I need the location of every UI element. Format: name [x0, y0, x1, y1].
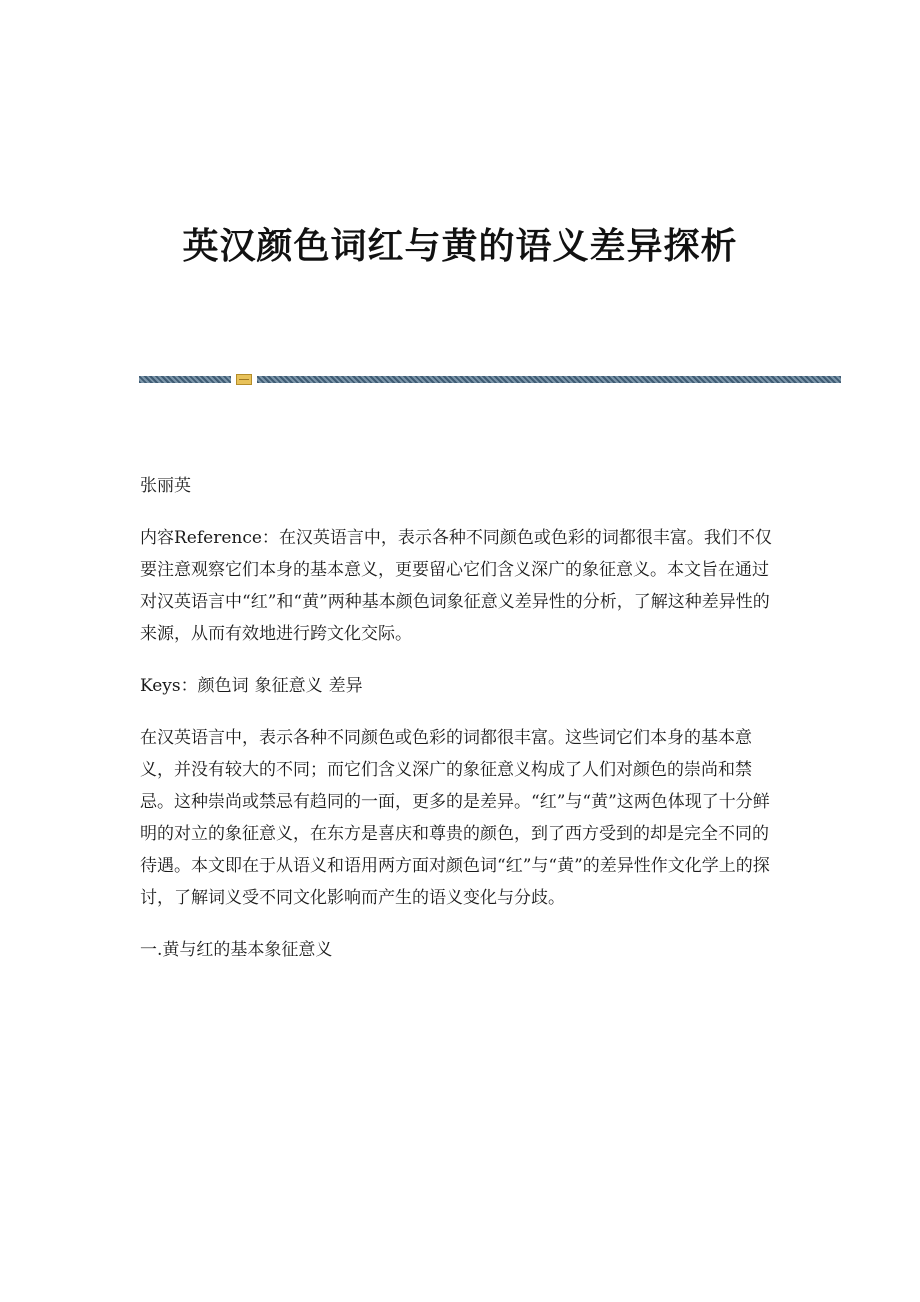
- keyword-item: 象征意义: [254, 676, 323, 696]
- section-heading: 一.黄与红的基本象征意义: [140, 940, 333, 960]
- abstract-paragraph: [140, 522, 780, 650]
- keywords-label: Keys：: [140, 676, 198, 696]
- divider-bar-right: [257, 376, 841, 383]
- abstract-label: 内容Reference：: [140, 528, 279, 548]
- body-paragraph: 在汉英语言中，表示各种不同颜色或色彩的词都很丰富。这些词它们本身的基本意义，并没有较大的不同；而它们含义深广的象征意义构成了人们对颜色的崇尚和禁忌。这种崇尚或禁忌有趋同的一面，更多的是差异。“红”与“黄”这两色体现了十分鲜明的对立的象征意义，在东方是喜庆和尊贵的颜色，到了西方受到的却是完全不同的待遇。本文即在于从语义和语用两方面对颜色词“红”与“黄”的差异性作文化学上的探讨，了解词义受不同文化影响而产生的语义变化与分歧。: [140, 728, 770, 908]
- keyword-item: 差异: [328, 676, 363, 696]
- keyword-item: 颜色词: [197, 676, 249, 696]
- divider-bar-left: [139, 376, 231, 383]
- document-body: [140, 470, 780, 986]
- author-name: 张丽英: [140, 476, 191, 496]
- document-title: 英汉颜色词红与黄的语义差异探析: [182, 225, 738, 267]
- title-divider: [139, 374, 841, 384]
- keywords-line: [140, 670, 780, 702]
- divider-ornament-icon: [236, 374, 252, 385]
- abstract-text: 在汉英语言中，表示各种不同颜色或色彩的词都很丰富。我们不仅要注意观察它们本身的基本意义，更要留心它们含义深广的象征意义。本文旨在通过对汉英语言中“红”和“黄”两种基本颜色词象征意义差异性的分析，了解这种差异性的来源，从而有效地进行跨文化交际。: [140, 528, 772, 644]
